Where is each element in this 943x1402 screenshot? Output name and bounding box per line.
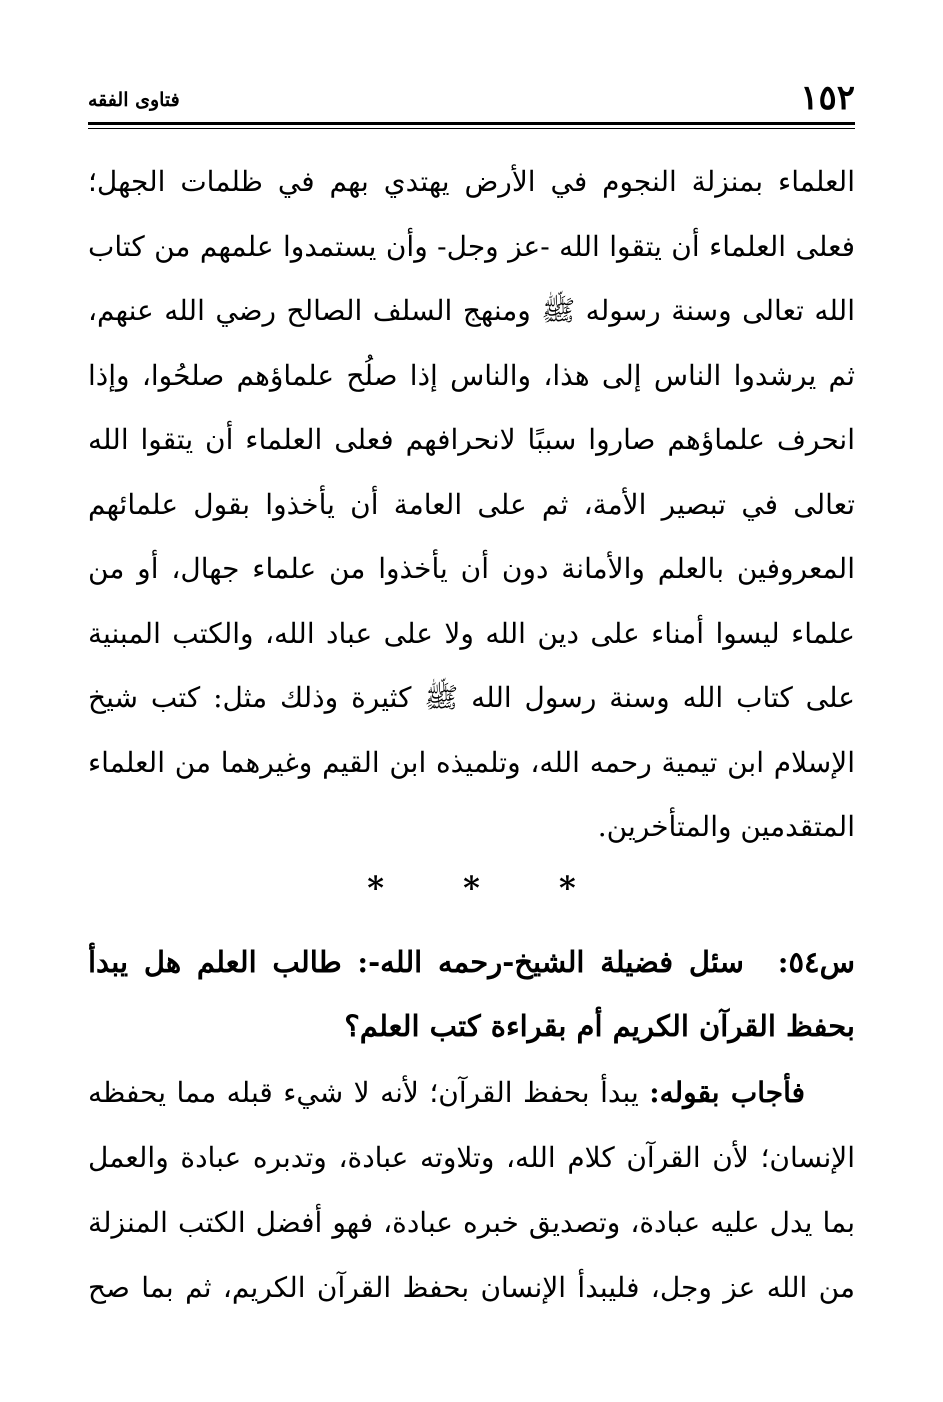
question-label: س٥٤: [777,945,855,979]
header-rule [88,122,855,125]
separator-star: * [367,869,384,907]
answer [88,1060,855,1320]
question [88,930,855,1058]
page-header [88,72,855,122]
question-text: سئل فضيلة الشيخ-رحمه الله-: طالب العلم هل يبدأ بحفظ القرآن الكريم أم بقراءة كتب العلم؟ [88,945,855,1043]
paragraph: العلماء بمنزلة النجوم في الأرض يهتدي بهم في ظلمات الجهل؛ فعلى العلماء أن يتقوا الله -عز وجل- وأن يستمدوا علمهم من كتاب الله تعالى وسنة رسوله ﷺ ومنهج السلف الصالح رضي الله عنهم، ثم يرشدوا الناس إلى هذا، والناس إذا صلُح علماؤهم صلحُوا، وإذا انحرف علماؤهم صاروا سببًا لانحرافهم فعلى العلماء أن يتقوا الله تعالى في تبصير الأمة، ثم على العامة أن يأخذوا بقول علمائهم المعروفين بالعلم والأمانة دون أن يأخذوا من علماء جهال، أو من علماء ليسوا أمناء على دين الله ولا على عباد الله، والكتب المبنية على كتاب الله وسنة رسول الله ﷺ كثيرة وذلك مثل: كتب شيخ الإسلام ابن تيمية رحمه الله، وتلميذه ابن القيم وغيرهما من العلماء المتقدمين والمتأخرين. [88,165,855,843]
page-number: ١٥٢ [800,78,855,118]
separator-star: * [559,869,576,907]
section-separator [0,868,943,908]
separator-star: * [463,869,480,907]
running-title: فتاوى الفقه [88,89,180,111]
body-text [88,150,855,860]
header-rule-thin [88,128,855,129]
answer-lead: فأجاب بقوله: [649,1076,805,1109]
answer-text: يبدأ بحفظ القرآن؛ لأنه لا شيء قبله مما يحفظه الإنسان؛ لأن القرآن كلام الله، وتلاوته عبادة، وتدبره عبادة والعمل بما يدل عليه عبادة، وتصديق خبره عبادة، فهو أفضل الكتب المنزلة من الله عز وجل، فليبدأ الإنسان بحفظ القرآن الكريم، ثم بما صح [88,1076,855,1304]
